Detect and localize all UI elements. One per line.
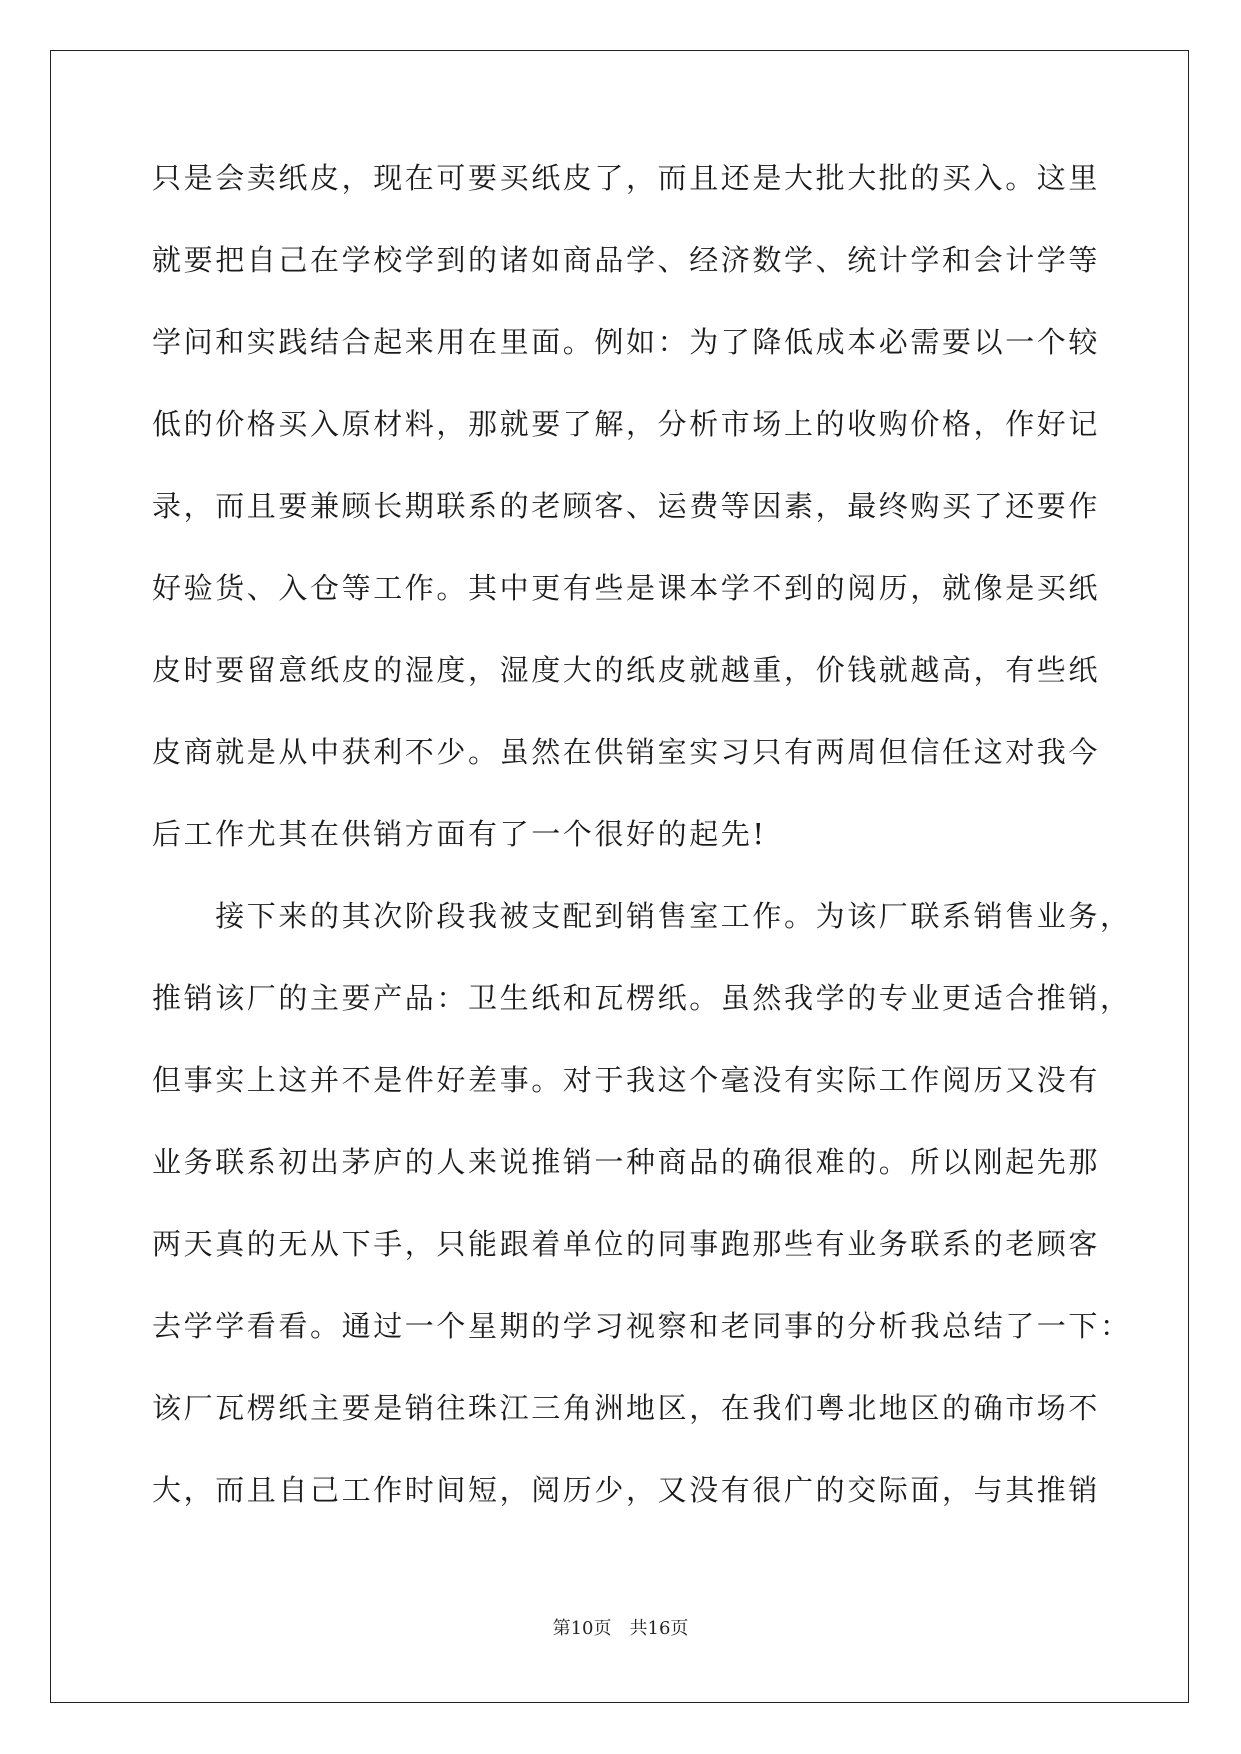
text-line: 接下来的其次阶段我被支配到销售室工作。为该厂联系销售业务， bbox=[152, 899, 1132, 933]
text-line: 该厂瓦楞纸主要是销往珠江三角洲地区，在我们粤北地区的确市场不 bbox=[152, 1391, 1101, 1425]
text-line: 去学学看看。通过一个星期的学习视察和老同事的分析我总结了一下： bbox=[152, 1309, 1132, 1343]
page-number bbox=[0, 1617, 1241, 1641]
text-line: 录，而且要兼顾长期联系的老顾客、运费等因素，最终购买了还要作 bbox=[152, 489, 1101, 523]
text-line: 低的价格买入原材料，那就要了解，分析市场上的收购价格，作好记 bbox=[152, 407, 1101, 441]
page-total: 共16页 bbox=[629, 1618, 689, 1639]
text-line: 业务联系初出茅庐的人来说推销一种商品的确很难的。所以刚起先那 bbox=[152, 1145, 1101, 1179]
text-line: 好验货、入仓等工作。其中更有些是课本学不到的阅历，就像是买纸 bbox=[152, 571, 1101, 605]
text-line: 推销该厂的主要产品：卫生纸和瓦楞纸。虽然我学的专业更适合推销， bbox=[152, 981, 1132, 1015]
text-line: 但事实上这并不是件好差事。对于我这个毫没有实际工作阅历又没有 bbox=[152, 1063, 1101, 1097]
text-line: 后工作尤其在供销方面有了一个很好的起先! bbox=[152, 817, 767, 851]
text-line: 只是会卖纸皮，现在可要买纸皮了，而且还是大批大批的买入。这里 bbox=[152, 161, 1101, 195]
text-line: 就要把自己在学校学到的诸如商品学、经济数学、统计学和会计学等 bbox=[152, 243, 1101, 277]
text-line: 大，而且自己工作时间短，阅历少，又没有很广的交际面，与其推销 bbox=[152, 1473, 1101, 1507]
text-line: 皮时要留意纸皮的湿度，湿度大的纸皮就越重，价钱就越高，有些纸 bbox=[152, 653, 1101, 687]
text-line: 两天真的无从下手，只能跟着单位的同事跑那些有业务联系的老顾客 bbox=[152, 1227, 1101, 1261]
text-line: 皮商就是从中获利不少。虽然在供销室实习只有两周但信任这对我今 bbox=[152, 735, 1101, 769]
text-line: 学问和实践结合起来用在里面。例如：为了降低成本必需要以一个较 bbox=[152, 325, 1101, 359]
page-current: 第10页 bbox=[552, 1618, 612, 1639]
body-text bbox=[152, 158, 1132, 1552]
